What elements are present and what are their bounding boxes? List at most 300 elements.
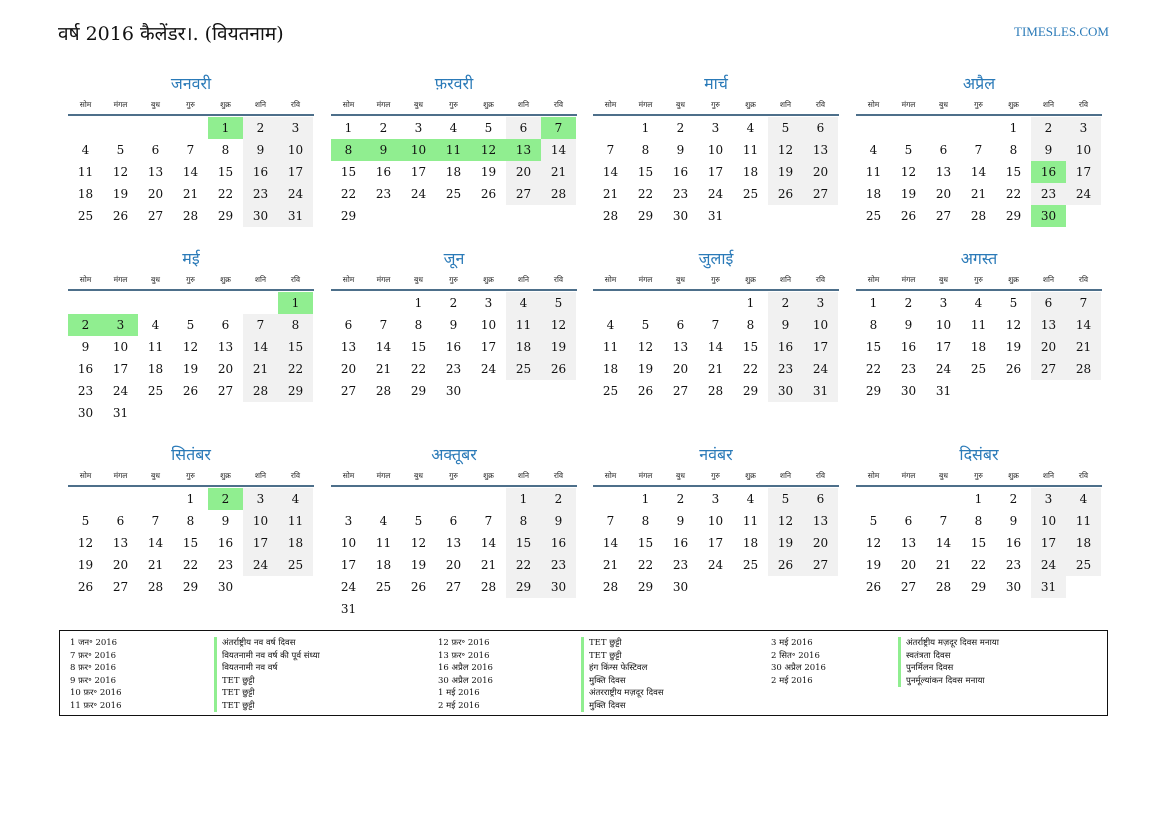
day-cell: 17 [480,340,497,354]
day-cell: 14 [480,536,497,550]
weekday-label: मंगल [113,471,128,480]
empty-cell [471,488,506,510]
empty-cell [541,380,576,402]
day-cell: 21 [480,558,497,572]
day-cell: 27 [803,183,838,205]
day-cell: 4 [974,296,983,310]
weekday-header [331,96,577,116]
day-cell: 6 [506,117,541,139]
weekday-label: सोम [79,275,92,284]
day-cell: 16 [1031,161,1066,183]
day-cell: 20 [935,187,952,201]
site-link[interactable]: TIMESLES.COM [1014,24,1109,39]
day-cell: 18 [865,187,882,201]
day-cell: 31 [112,406,129,420]
day-cell: 3 [711,492,720,506]
empty-cell [68,292,103,314]
day-cell: 18 [970,340,987,354]
day-cell: 9 [1031,139,1066,161]
weekday-header [593,467,839,487]
day-cell: 31 [707,209,724,223]
day-cell: 30 [243,205,278,227]
empty-cell [173,402,208,424]
legend-holiday-name: अंतर्राष्ट्रीय नव वर्ष दिवस [214,637,320,650]
day-cell: 7 [939,514,948,528]
day-cell: 13 [935,165,952,179]
weekday-label: सोम [604,100,617,109]
weekday-label: गुरु [186,471,195,480]
legend-holiday-name: वियतनामी नव वर्ष [214,662,320,675]
day-cell: 18 [278,532,313,554]
day-cell: 19 [77,558,94,572]
day-cell: 19 [112,187,129,201]
day-cell: 30 [445,384,462,398]
legend-holiday-name: TET छुट्टी [581,650,664,663]
page-title: वर्ष 2016 कैलेंडर।. (वियतनाम) [58,23,284,45]
day-cell: 29 [182,580,199,594]
weekday-label: शुक्र [745,100,756,109]
day-cell: 27 [217,384,234,398]
day-cell: 2 [676,492,685,506]
day-cell: 2 [768,292,803,314]
day-cell: 12 [637,340,654,354]
day-cell: 23 [375,187,392,201]
day-cell: 28 [243,380,278,402]
day-cell: 22 [637,187,654,201]
day-cell: 22 [410,362,427,376]
day-cell: 2 [676,121,685,135]
day-cell: 30 [77,406,94,420]
day-cell: 8 [974,514,983,528]
legend-holiday-name: TET छुट्टी [214,687,320,700]
month-name: सितंबर [171,445,211,464]
legend-date: 1 जन॰ 2016 [70,638,118,648]
day-cell: 29 [865,384,882,398]
day-cell: 7 [606,143,615,157]
empty-cell [1066,205,1101,227]
day-cell: 12 [768,139,803,161]
day-cell: 7 [606,514,615,528]
day-cell: 10 [243,510,278,532]
day-cell: 7 [151,514,160,528]
empty-cell [278,402,313,424]
legend-holiday-name: अंतरराष्ट्रीय मज़दूर दिवस [581,687,664,700]
day-cell: 1 [208,117,243,139]
day-cell: 20 [147,187,164,201]
day-cell: 15 [182,536,199,550]
day-cell: 9 [676,143,685,157]
weekday-label: बुध [939,275,948,284]
empty-cell [366,205,401,227]
legend-date: 30 अप्रैल 2016 [438,675,493,686]
weekday-label: बुध [676,471,685,480]
empty-cell [68,488,103,510]
day-cell: 29 [637,580,654,594]
day-cell: 5 [186,318,195,332]
day-cell: 2 [379,121,388,135]
month-block [593,247,839,402]
day-cell: 22 [506,554,541,576]
day-cell: 20 [672,362,689,376]
day-cell: 6 [344,318,353,332]
empty-cell [401,488,436,510]
day-cell: 13 [506,139,541,161]
weekday-label: शनि [1042,275,1055,284]
day-cell: 25 [445,187,462,201]
day-cell: 25 [742,558,759,572]
empty-cell [331,488,366,510]
legend-date: 2 मई 2016 [438,700,480,711]
day-cell: 27 [112,580,129,594]
weekday-label: शुक्र [483,100,494,109]
legend-names-col-2 [581,637,664,712]
month-block [856,247,1102,402]
month-name: अगस्त [960,249,998,268]
day-cell: 25 [1066,554,1101,576]
empty-cell [138,292,173,314]
empty-cell [366,598,401,620]
day-cell: 12 [410,536,427,550]
day-cell: 2 [68,314,103,336]
day-cell: 28 [970,209,987,223]
day-cell: 6 [939,143,948,157]
day-cell: 11 [375,536,392,550]
day-cell: 17 [278,161,313,183]
day-cell: 26 [112,209,129,223]
day-cell: 12 [112,165,129,179]
day-cell: 14 [970,165,987,179]
empty-cell [926,488,961,510]
empty-cell [401,205,436,227]
day-cell: 12 [471,139,506,161]
day-cell: 18 [506,336,541,358]
empty-cell [593,117,628,139]
day-cell: 22 [1005,187,1022,201]
day-cell: 23 [445,362,462,376]
empty-cell [243,292,278,314]
weekday-label: गुरु [711,275,720,284]
weekday-label: मंगल [901,100,916,109]
day-cell: 23 [672,187,689,201]
day-cell: 28 [707,384,724,398]
day-cell: 14 [147,536,164,550]
day-cell: 16 [900,340,917,354]
empty-cell [1066,576,1101,598]
empty-cell [208,292,243,314]
legend-date: 30 अप्रैल 2016 [771,663,826,673]
empty-cell [173,292,208,314]
day-cell: 18 [742,165,759,179]
day-cell: 9 [904,318,913,332]
empty-cell [733,576,768,598]
day-cell: 18 [375,558,392,572]
day-cell: 19 [410,558,427,572]
day-cell: 21 [1066,336,1101,358]
day-cell: 5 [81,514,90,528]
day-cell: 5 [641,318,650,332]
weekday-label: शुक्र [220,100,231,109]
day-cell: 7 [379,318,388,332]
empty-cell [173,117,208,139]
day-cell: 1 [641,121,650,135]
weekday-label: शनि [779,100,792,109]
day-cell: 11 [147,340,164,354]
day-cell: 26 [410,580,427,594]
day-cell: 18 [77,187,94,201]
weekday-label: बुध [151,100,160,109]
day-cell: 4 [379,514,388,528]
weekday-label: गुरु [974,100,983,109]
empty-cell [541,598,576,620]
day-cell: 24 [480,362,497,376]
day-cell: 24 [243,554,278,576]
day-cell: 17 [410,165,427,179]
day-cell: 5 [541,292,576,314]
day-cell: 19 [182,362,199,376]
day-cell: 16 [768,336,803,358]
weekday-header [68,96,314,116]
weekday-label: शुक्र [1008,471,1019,480]
weekday-label: रवि [815,471,826,480]
legend-dates-col-2 [438,637,493,712]
day-cell: 4 [81,143,90,157]
weekday-label: रवि [553,471,564,480]
day-cell: 27 [445,580,462,594]
day-cell: 20 [803,532,838,554]
month-block [593,72,839,227]
day-cell: 6 [1031,292,1066,314]
day-cell: 3 [344,514,353,528]
day-cell: 17 [935,340,952,354]
day-cell: 29 [340,209,357,223]
day-cell: 30 [768,380,803,402]
day-cell: 6 [449,514,458,528]
holiday-legend [59,630,1108,716]
day-cell: 21 [707,362,724,376]
legend-names-col-3 [898,637,999,687]
day-cell: 21 [147,558,164,572]
day-cell: 29 [742,384,759,398]
legend-dates-col-3 [771,637,826,687]
day-cell: 8 [506,510,541,532]
day-cell: 27 [935,209,952,223]
day-cell: 21 [243,358,278,380]
day-cell: 30 [900,384,917,398]
day-cell: 12 [541,314,576,336]
weekday-label: शनि [1042,100,1055,109]
weekday-label: मंगल [376,275,391,284]
empty-cell [996,380,1031,402]
empty-cell [506,205,541,227]
day-cell: 22 [970,558,987,572]
day-cell: 28 [375,384,392,398]
day-cell: 1 [344,121,353,135]
weekday-label: शनि [254,471,267,480]
day-cell: 16 [672,165,689,179]
day-cell: 3 [103,314,138,336]
day-cell: 3 [711,121,720,135]
day-cell: 1 [186,492,195,506]
day-cell: 21 [541,161,576,183]
day-cell: 5 [869,514,878,528]
weekday-label: गुरु [186,275,195,284]
day-cell: 28 [147,580,164,594]
day-cell: 13 [112,536,129,550]
day-cell: 15 [217,165,234,179]
weekday-header [331,271,577,291]
weekday-label: मंगल [113,100,128,109]
day-cell: 13 [1031,314,1066,336]
empty-cell [331,292,366,314]
legend-date: 16 अप्रैल 2016 [438,663,493,673]
day-grid [593,292,839,402]
day-cell: 1 [974,492,983,506]
day-cell: 20 [803,161,838,183]
empty-cell [803,576,838,598]
day-cell: 31 [803,380,838,402]
day-cell: 14 [602,536,619,550]
day-cell: 27 [506,183,541,205]
weekday-label: सोम [604,275,617,284]
day-cell: 5 [768,488,803,510]
weekday-label: गुरु [449,471,458,480]
weekday-label: बुध [676,275,685,284]
empty-cell [471,380,506,402]
day-cell: 21 [182,187,199,201]
day-cell: 21 [375,362,392,376]
day-cell: 29 [506,576,541,598]
day-cell: 13 [672,340,689,354]
day-cell: 13 [803,510,838,532]
day-cell: 4 [1066,488,1101,510]
day-cell: 24 [935,362,952,376]
day-cell: 1 [869,296,878,310]
day-cell: 16 [77,362,94,376]
empty-cell [471,598,506,620]
day-cell: 5 [904,143,913,157]
empty-cell [278,576,313,598]
day-cell: 27 [900,580,917,594]
day-cell: 26 [768,183,803,205]
weekday-label: बुध [414,100,423,109]
day-cell: 14 [375,340,392,354]
month-name: मई [182,249,200,268]
weekday-header [68,467,314,487]
day-cell: 9 [449,318,458,332]
day-cell: 10 [803,314,838,336]
legend-holiday-name: पुनर्मूल्यांकन दिवस मनाया [898,675,999,688]
day-cell: 15 [742,340,759,354]
day-cell: 4 [449,121,458,135]
day-cell: 19 [768,161,803,183]
weekday-label: शनि [517,100,530,109]
weekday-label: गुरु [449,275,458,284]
day-cell: 3 [939,296,948,310]
empty-cell [856,117,891,139]
day-cell: 24 [278,183,313,205]
weekday-label: शुक्र [745,471,756,480]
day-cell: 13 [340,340,357,354]
day-cell: 10 [278,139,313,161]
day-cell: 19 [1005,340,1022,354]
weekday-label: गुरु [449,100,458,109]
day-cell: 13 [217,340,234,354]
day-cell: 10 [1066,139,1101,161]
day-cell: 11 [506,314,541,336]
empty-cell [768,205,803,227]
day-cell: 5 [1009,296,1018,310]
weekday-label: गुरु [186,100,195,109]
weekday-label: बुध [151,275,160,284]
day-cell: 2 [1031,117,1066,139]
day-cell: 25 [278,554,313,576]
day-cell: 25 [865,209,882,223]
day-cell: 12 [900,165,917,179]
day-cell: 19 [865,558,882,572]
day-cell: 30 [217,580,234,594]
day-cell: 21 [602,187,619,201]
day-cell: 16 [445,340,462,354]
day-cell: 23 [541,554,576,576]
day-grid [856,117,1102,227]
weekday-label: मंगल [376,471,391,480]
day-cell: 8 [331,139,366,161]
day-cell: 23 [768,358,803,380]
weekday-label: रवि [290,471,301,480]
day-cell: 3 [1031,488,1066,510]
day-cell: 27 [147,209,164,223]
day-cell: 20 [506,161,541,183]
month-block [331,72,577,227]
day-cell: 1 [1009,121,1018,135]
day-cell: 12 [1005,318,1022,332]
day-cell: 21 [935,558,952,572]
day-cell: 31 [935,384,952,398]
day-cell: 28 [602,580,619,594]
day-cell: 24 [1066,183,1101,205]
month-block [68,72,314,227]
day-cell: 29 [278,380,313,402]
day-cell: 17 [707,165,724,179]
day-cell: 1 [506,488,541,510]
day-cell: 23 [217,558,234,572]
day-grid [856,488,1102,598]
day-cell: 30 [672,580,689,594]
day-cell: 30 [1031,205,1066,227]
day-cell: 20 [340,362,357,376]
day-cell: 12 [182,340,199,354]
month-name: फ़रवरी [434,74,474,93]
day-cell: 23 [1005,558,1022,572]
empty-cell [103,488,138,510]
month-block [593,443,839,598]
day-cell: 10 [480,318,497,332]
empty-cell [103,117,138,139]
empty-cell [1031,380,1066,402]
day-cell: 28 [541,183,576,205]
day-cell: 18 [602,362,619,376]
weekday-label: शुक्र [220,471,231,480]
month-block [856,72,1102,227]
day-cell: 14 [935,536,952,550]
day-cell: 23 [1031,183,1066,205]
weekday-label: सोम [79,100,92,109]
legend-names-col-1 [214,637,320,712]
empty-cell [1066,380,1101,402]
day-cell: 4 [506,292,541,314]
empty-cell [733,205,768,227]
day-cell: 11 [436,139,471,161]
